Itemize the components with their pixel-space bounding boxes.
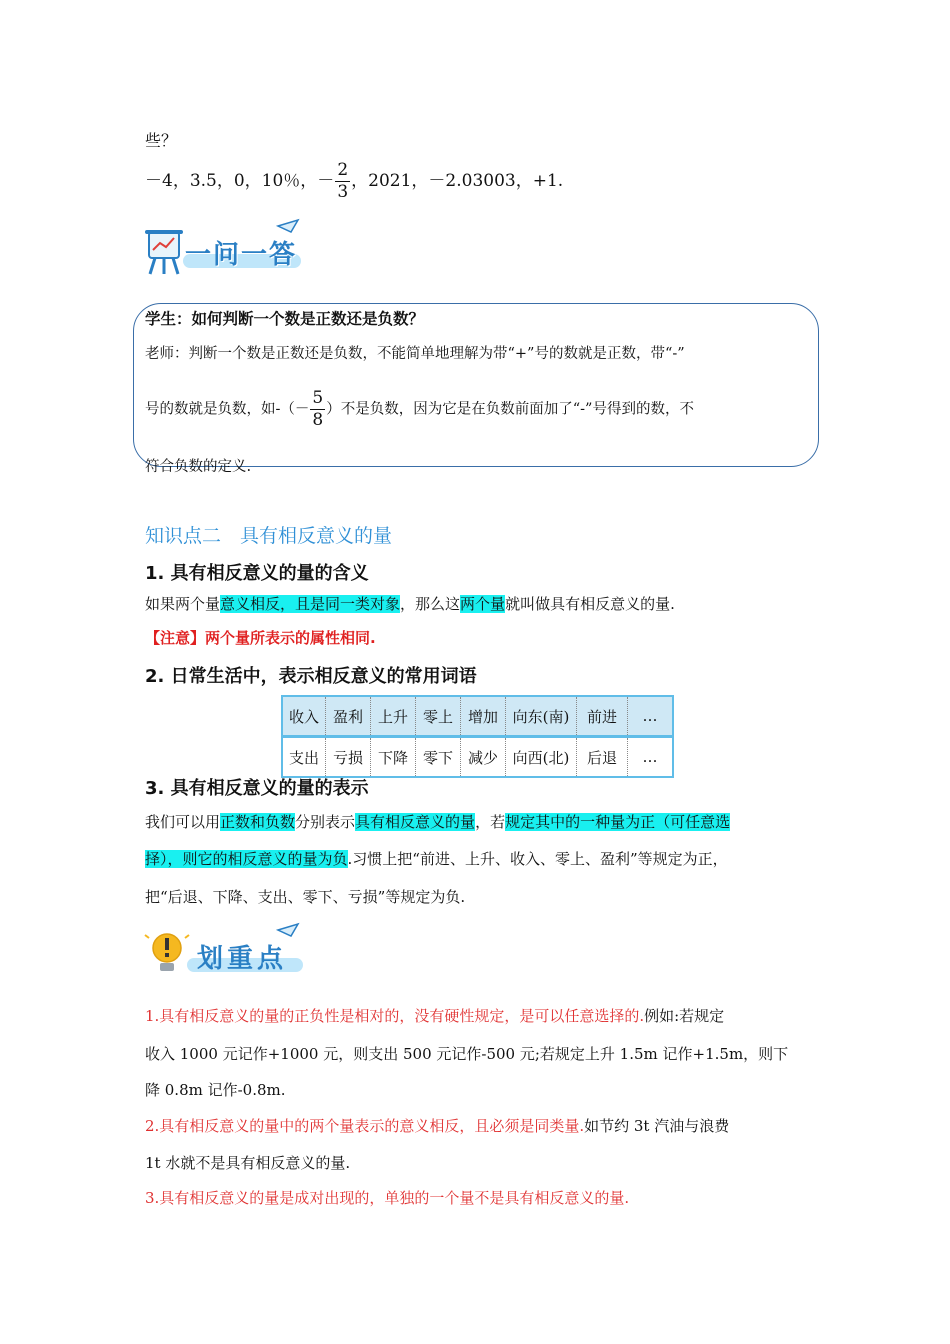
paragraph-1 (145, 593, 675, 614)
p1-text-b: ，那么这 (400, 595, 461, 613)
heading-3: 3. 具有相反意义的量的表示 (145, 778, 369, 799)
intro-line: 些？ (145, 131, 178, 150)
paragraph-3-line-2 (145, 848, 728, 869)
key-points-badge-title: 划重点 (197, 944, 288, 974)
key-point-1-line-3: 降 0.8m 记作-0.8m. (145, 1081, 286, 1099)
qa-question: 学生：如何判断一个数是正数还是负数？ (145, 310, 425, 328)
fraction-numerator: 5 (312, 388, 324, 408)
table-cell: 向西(北) (506, 737, 577, 778)
p3-text-a: 我们可以用 (145, 813, 221, 831)
p1-highlight-2: 两个量 (460, 595, 506, 613)
table-cell: 盈利 (326, 696, 371, 737)
key-point-2-line-2: 1t 水就不是具有相反意义的量. (145, 1154, 351, 1172)
table-cell: 增加 (461, 696, 506, 737)
table-cell: 支出 (282, 737, 326, 778)
p3-highlight-1: 正数和负数 (220, 813, 296, 831)
key-point-2-example: 如节约 3t 汽油与浪费 (584, 1117, 730, 1135)
table-cell: 上升 (371, 696, 416, 737)
qa-answer-part-b: ）不是负数，因为它是在负数前面加了“-”号得到的数，不 (326, 401, 694, 418)
p3-text-b: 分别表示 (295, 813, 356, 831)
number-list-part-a: －4，3.5，0，10％，－ (145, 171, 335, 191)
table-row (282, 696, 673, 737)
p3-text-c: ，若 (475, 813, 506, 831)
key-point-2-line-1 (145, 1115, 729, 1136)
qa-badge (143, 216, 313, 278)
qa-answer-line-3: 符合负数的定义. (145, 459, 252, 475)
note: 【注意】两个量所表示的属性相同. (145, 629, 376, 647)
table-cell: … (628, 737, 674, 778)
p3-highlight-2: 具有相反意义的量 (355, 813, 476, 831)
opposite-words-table (281, 695, 674, 778)
p3-highlight-4: 择），则它的相反意义的量为负 (145, 850, 348, 868)
key-point-1-emphasis: 1.具有相反意义的量的正负性是相对的，没有硬性规定，是可以任意选择的. (145, 1007, 645, 1025)
fraction-five-eighths (310, 390, 325, 429)
table-cell: 亏损 (326, 737, 371, 778)
table-cell: 零下 (416, 737, 461, 778)
p1-highlight-1: 意义相反，且是同一类对象 (220, 595, 401, 613)
qa-answer-line-1: 老师：判断一个数是正数还是负数，不能简单地理解为带“+”号的数就是正数，带“-” (145, 346, 685, 362)
key-point-1-example: 例如:若规定 (644, 1007, 725, 1025)
p3-highlight-3: 规定其中的一种量为正（可任意选 (505, 813, 731, 831)
section-title: 知识点二 具有相反意义的量 (145, 525, 393, 547)
key-point-2-emphasis: 2.具有相反意义的量中的两个量表示的意义相反，且必须是同类量. (145, 1117, 585, 1135)
key-points-badge (143, 918, 313, 980)
key-point-3: 3.具有相反意义的量是成对出现的，单独的一个量不是具有相反意义的量. (145, 1189, 630, 1207)
paragraph-3-line-3: 把“后退、下降、支出、零下、亏损”等规定为负. (145, 888, 466, 906)
paper-plane-icon (278, 924, 298, 936)
paper-plane-icon (278, 220, 298, 232)
qa-answer-part-a: 号的数就是负数，如-（－ (145, 401, 310, 418)
p1-text-c: 就叫做具有相反意义的量. (505, 595, 675, 613)
qa-badge-title: 一问一答 (185, 240, 298, 270)
table-cell: 零上 (416, 696, 461, 737)
table-cell: 下降 (371, 737, 416, 778)
key-point-1-line-1 (145, 1005, 724, 1026)
paragraph-3-line-1 (145, 811, 730, 832)
heading-2: 2. 日常生活中，表示相反意义的常用词语 (145, 666, 477, 687)
key-point-1-line-2: 收入 1000 元记作+1000 元，则支出 500 元记作-500 元;若规定上升 1.5m 记作+1.5m，则下 (145, 1045, 789, 1063)
fraction-numerator: 2 (337, 160, 349, 180)
heading-1: 1. 具有相反意义的量的含义 (145, 563, 369, 584)
fraction-denominator: 3 (337, 182, 349, 202)
fraction-two-thirds (335, 162, 350, 201)
table-cell: 收入 (282, 696, 326, 737)
table-cell: … (628, 696, 674, 737)
table-cell: 后退 (577, 737, 628, 778)
qa-answer-line-2 (145, 390, 694, 429)
table-row (282, 737, 673, 778)
fraction-denominator: 8 (312, 410, 324, 430)
table-cell: 向东(南) (506, 696, 577, 737)
table-cell: 前进 (577, 696, 628, 737)
p1-text-a: 如果两个量 (145, 595, 221, 613)
p3-text-d: .习惯上把“前进、上升、收入、零上、盈利”等规定为正， (347, 850, 728, 868)
table-cell: 减少 (461, 737, 506, 778)
number-list (145, 162, 563, 201)
number-list-part-b: ，2021，－2.03003，+1. (351, 171, 564, 191)
